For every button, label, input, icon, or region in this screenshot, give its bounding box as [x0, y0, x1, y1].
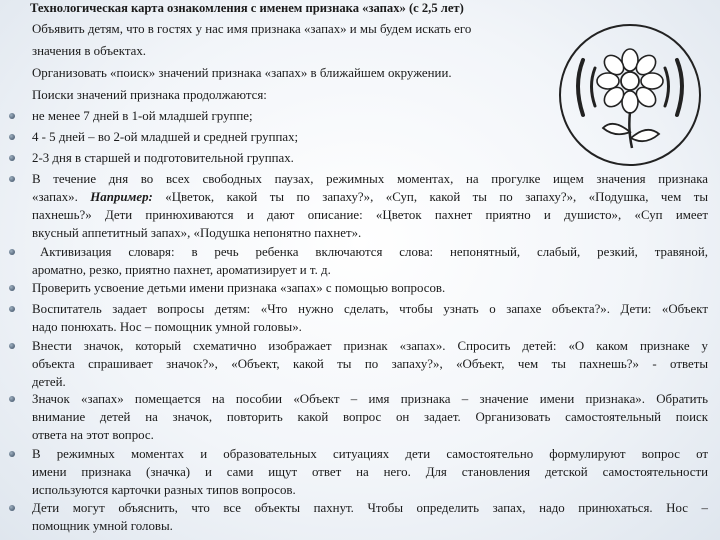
list-item: Воспитатель задает вопросы детям: «Что нужно сделать, чтобы узнать о запахе объекта?». Дети: «Объект — [32, 302, 708, 316]
list-item-continued: вкусный аппетитный запах», «Подушка непонятно пахнет». — [32, 226, 362, 240]
intro-line: Объявить детям, что в гостях у нас имя признака «запах» и мы будем искать его — [32, 22, 472, 36]
example-word: Например: — [90, 190, 153, 204]
bullet-dot-icon — [9, 155, 15, 161]
list-item-continued: объекта спрашивает значок?», «Объект, какой ты по запаху?», «Объект, чем ты пахнешь?» - ответы — [32, 357, 708, 371]
list-item: Дети могут объяснить, что все объекты пахнут. Чтобы определить запах, надо принюхаться. Нос – — [32, 501, 708, 515]
bullet-dot-icon — [9, 306, 15, 312]
list-item: Значок «запах» помещается на пособии «Объект – имя признака – значение имени признака». Обратить — [32, 392, 708, 406]
bullet-dot-icon — [9, 285, 15, 291]
list-item: 4 - 5 дней – во 2-ой младшей и средней группах; — [32, 130, 299, 144]
bullet-dot-icon — [9, 113, 15, 119]
list-item: В течение дня во всех свободных паузах, режимных моментах, на прогулке ищем значения признака — [32, 172, 708, 186]
smell-flower-icon — [555, 20, 705, 170]
list-item: не менее 7 дней в 1-ой младшей группе; — [32, 109, 253, 123]
intro-line: значения в объектах. — [32, 44, 147, 58]
intro-line: Организовать «поиск» значений признака «запах» в ближайшем окружении. — [32, 66, 452, 80]
list-item: В режимных моментах и образовательных ситуациях дети самостоятельно формулируют вопрос от — [32, 447, 708, 461]
list-item-continued: внимание детей на значок, повторить какой вопрос он задает. Организовать самостоятельный поиск — [32, 410, 708, 424]
bullet-dot-icon — [9, 451, 15, 457]
list-item-continued: надо понюхать. Нос – помощник умной головы». — [32, 320, 302, 334]
bullet-dot-icon — [9, 343, 15, 349]
example-prefix: «запах». — [32, 190, 91, 204]
example-rest: «Цветок, какой ты по запаху?», «Суп, какой ты по запаху?», «Подушка, чем ты — [152, 190, 708, 204]
bullet-dot-icon — [9, 134, 15, 140]
list-item-continued: детей. — [32, 375, 66, 389]
bullet-dot-icon — [9, 249, 15, 255]
list-item: Внести значок, который схематично изображает признак «запах». Спросить детей: «О каком признаке у — [32, 339, 708, 353]
list-item: Проверить усвоение детьми имени признака «запах» с помощью вопросов. — [32, 281, 446, 295]
list-item-continued: имени признака (значка) и сами ищут ответ на него. Для становления детской самостоятельности — [32, 465, 708, 479]
list-item: Активизация словаря: в речь ребенка включаются слова: непонятный, слабый, резкий, травяной, — [40, 245, 708, 259]
list-item-continued — [32, 188, 708, 206]
bullet-dot-icon — [9, 176, 15, 182]
page-title: Технологическая карта ознакомления с именем признака «запах» (с 2,5 лет) — [30, 1, 464, 15]
bullet-dot-icon — [9, 505, 15, 511]
list-item: 2-3 дня в старшей и подготовительной группах. — [32, 151, 294, 165]
list-item-continued: ароматно, резко, приятно пахнет, ароматизирует и т. д. — [32, 263, 331, 277]
list-item-continued: пахнешь?» Дети принюхиваются и дают описание: «Цветок пахнет приятно и душисто», «Суп имеет — [32, 208, 708, 222]
list-item-continued: ответа на этот вопрос. — [32, 428, 154, 442]
bullet-dot-icon — [9, 396, 15, 402]
list-item-continued: используются карточки разных типов вопросов. — [32, 483, 296, 497]
intro-line: Поиски значений признака продолжаются: — [32, 88, 267, 102]
list-item-continued: помощник умной головы. — [32, 519, 173, 533]
